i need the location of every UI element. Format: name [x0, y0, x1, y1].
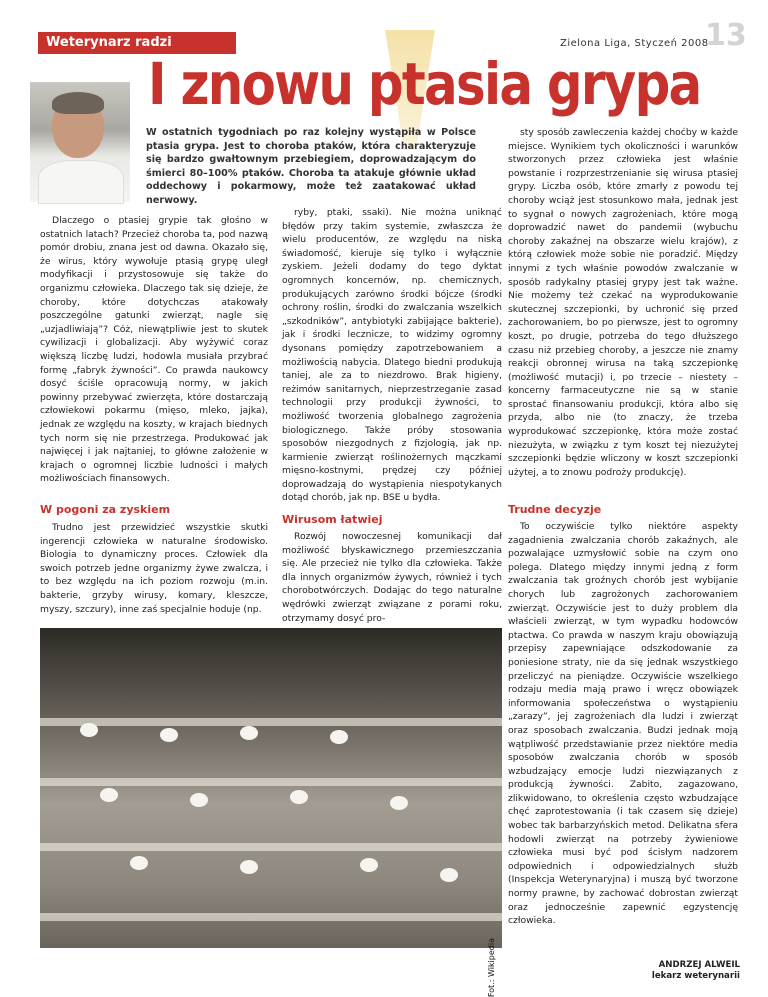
hens-cages-photo: [40, 628, 502, 997]
column-1-text: Dlaczego o ptasiej grypie tak głośno w ostatnich latach? Przecież choroba ta, pod nazwą pomór drobiu, znana jest od dawna. Okazało się, że wirus, który wywołuje ptasią grypę uległ modyfikacji i przystosowuje się także do organizmu człowieka. Dlaczego tak się dzieje, że choroby, które dotychczas atakowały poszczególne gatunki zwierząt, nagle się „uzjadliwiają”? Cóż, niewątpliwie jest to skutek cywilizacji i globalizacji. Aby wyżywić coraz większą liczbę ludzi, hodowla musiała przybrać formę „fabryk żywności”. Co prawda naukowcy dosyć ściśle opracowują normy, w jakich powinny przebywać zwierzęta, które dostarczają człowiekowi pokarmu (mięso, mleko, jajka), jednak ze względu na koszty, w krajach biednych tych norm się nie przestrzega. Produkować jak najwięcej i jak najtaniej, to główne założenie w krajach o ogromnej liczbie ludności i małych możliwościach finansowych.: [40, 215, 268, 485]
column-3-text: sty sposób zawleczenia każdej choćby w każde miejsce. Wynikiem tych okoliczności i warunków stworzonych przez człowieka jest właśnie powstanie i rozprzestrzenianie się wirusa ptasiej grypy. Liczba osób, które zmarły z powodu tej choroby wciąż jest stosunkowo mała, jednak jest to sygnał o nowych zagrożeniach, które mogą doprowadzić nawet do pandemii (wybuchu choroby zakaźnej na obszarze wielu krajów), z którą człowiek może sobie nie poradzić. Między innymi z tych właśnie powodów zwalczanie w sposób radykalny ptasiej grypy jest tak ważne. Nie możemy też czekać na wyprodukowanie skutecznej szczepionki, by uchronić się przed zachorowaniem, bo po pierwsze, jest to ogromny koszt, po drugie, potrzeba do tego dłuższego czasu niż przebieg choroby, a jeszcze nie znamy reakcji obronnej wirusa na taką szczepionkę (możliwość mutacji) i, po trzecie – niestety – koncerny farmaceutyczne nie są w stanie sprostać finansowaniu produkcji, która albo się przyda, albo nie (to znaczy, że trzeba wyprodukować szczepionkę, która może zostać niezużyta, w związku z tym koszt tej niezużytej szczepionki będzie wliczony w koszt szczepionki użytej, a to znowu podroży produkcję).: [508, 127, 738, 478]
subheading-trudne: Trudne decyzje: [508, 503, 602, 516]
article-title: I znowu ptasia grypa: [148, 50, 701, 118]
author-role: lekarz weterynarii: [651, 971, 740, 981]
author-name: ANDRZEJ ALWEIL: [658, 960, 740, 970]
column-2-text: ryby, ptaki, ssaki). Nie można uniknąć błędów przy takim systemie, zwłaszcza że wielu producentów, ze względu na niską świadomość, kieruje się tylko i wyłącznie zyskiem. Jeżeli dodamy do tego dyktat ogromnych koncernów, np. chemicznych, produkujących zarówno środki bójcze (środki ochrony roślin, środki do zwalczania wszelkich „szkodników”, antybiotyki zabijające bakterie), jak i środki lecznicze, to widzimy ogromny dysonans pomiędzy zapotrzebowaniem a możliwością nabycia. Dlatego biedni produkują taniej, ale za to niezdrowo. Brak higieny, reżimów sanitarnych, nieprzestrzeganie zasad technologii przy produkcji żywności, to możliwość tworzenia globalnego zagrożenia biologicznego. Także próby stosowania sposobów niezgodnych z fizjologią, jak np. karmienie zwierząt roślinożernych mączkami mięsno-kostnymi, prędzej czy później doprowadzają do wystąpienia niespotykanych dotąd chorób, jak np. BSE u bydła.: [282, 207, 502, 504]
column-3b-text: To oczywiście tylko niektóre aspekty zagadnienia zwalczania chorób zakaźnych, ale pozwalające uzmysłowić sobie na czym ono polega. Dlatego między innymi jedną z form zwalczania tak groźnych chorób jest wybijanie chorych lub zagrożonych zachorowaniem zwierząt. Oczywiście jest to duży problem dla właścieli zwierząt, w tym wypadku hodowców ptactwa. Co prawda w naszym kraju obowiązują przepisy zapewniające odszkodowanie za poniesione straty, nie da się jednak wszystkiego przeliczyć na pieniądze. Oczywiście wszelkiego rodzaju media mają prawo i wręcz obowiązek informowania społeczeństwa o wystąpieniu „zarazy”, jej zagrożeniach dla ludzi i zwierząt oraz sposobach zwalczania. Budzi jednak moją wątpliwość przedstawianie przez niektóre media sposobów zwalczania chorób w sposób wzbudzający emocje ludzi niezwiązanych z produkcją żywności. Zabito, zagazowano, zlikwidowano, to określenia często wzbudzające chęć zaprotestowania (i tak czasem się dzieje) wobec tak barbarzyńskich metod. Delikatna sfera hodowli zwierząt na potrzeby żywieniowe człowieka musi być pod ścisłym nadzorem odpowiednich i odpowiedzialnych służb (Inspekcja Weterynaryjna) i muszą być tworzone normy prawne, by zachować dobrostan zwierząt oraz jednocześnie zapewnić egzystencję człowieka.: [508, 521, 738, 927]
column-2b-text: Rozwój nowoczesnej komunikacji dał możliwość błyskawicznego przemieszczania się. Ale przecież nie tylko dla człowieka. Także dla innych organizmów żywych, również i tych chorobotwórczych. Dodając do tego naturalne wędrówki zwierząt związane z porami roku, otrzymamy dosyć pro-: [282, 531, 502, 624]
article-lead: W ostatnich tygodniach po raz kolejny wystąpiła w Polsce ptasia grypa. Jest to choroba ptaków, która charakteryzuje się bardzo gwałtownym przebiegiem, doprowadzającym do śmierci 80–100% ptaków. Choroba ta atakuje głównie układ oddechowy i pokarmowy, może też zaatakować układ nerwowy.: [146, 127, 476, 206]
subheading-wirusom: Wirusom łatwiej: [282, 513, 383, 526]
author-photo: [30, 82, 130, 202]
column-1b-text: Trudno jest przewidzieć wszystkie skutki ingerencji człowieka w naturalne środowisko. Biologia to dynamiczny proces. Człowiek dla swoich potrzeb jedne organizmy żywe zwalcza, i to bez względu na ich poziom rozwoju (m.in. bakterie, grzyby wirusy, komary, kleszcze, myszy, szczury), inne zaś specjalnie hoduje (np.: [40, 522, 268, 615]
subheading-pogon: W pogoni za zyskiem: [40, 503, 171, 516]
page-number: 13: [705, 18, 747, 53]
issue-info: Zielona Liga, Styczeń 2008: [560, 38, 709, 49]
section-tag: Weterynarz radzi: [38, 32, 236, 54]
author-signature: [600, 960, 740, 982]
photo-credit: Fot.: Wikipedia: [487, 938, 496, 997]
